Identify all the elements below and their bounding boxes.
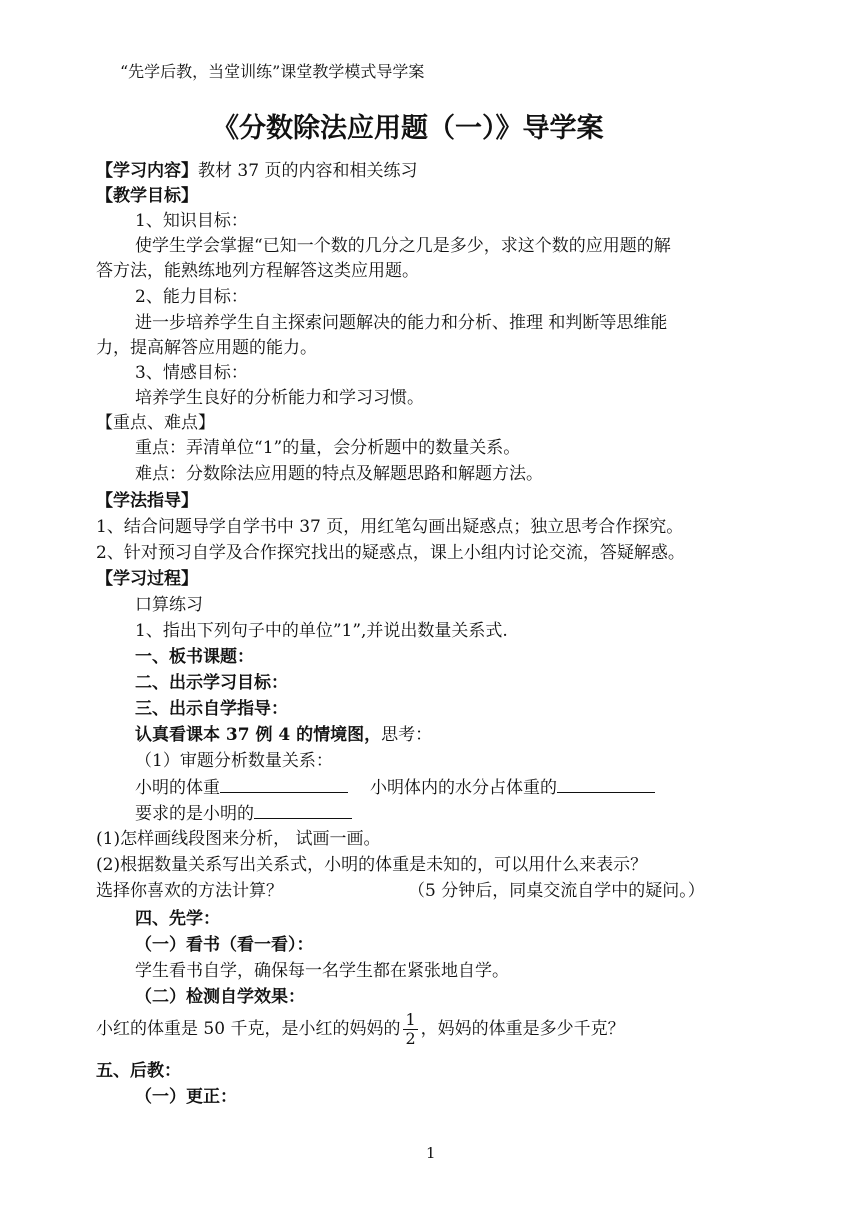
question-formula: (2)根据数量关系写出关系式，小明的体重是未知的，可以用什么来表示？ — [96, 855, 648, 875]
goals-label: 【教学目标】 — [96, 186, 198, 206]
step-3-heading: 三、出示自学指导： — [135, 699, 288, 719]
method-item-1: 1、结合问题导学自学书中 37 页，用红笔勾画出疑惑点；独立思考合作探究。 — [96, 517, 684, 537]
content-text: 教材 37 页的内容和相关练习 — [198, 161, 418, 181]
page-number: 1 — [426, 1144, 436, 1162]
process-label: 【学习过程】 — [96, 569, 198, 589]
oral-practice: 口算练习 — [135, 595, 203, 615]
page-title: 《分数除法应用题（一）》导学案 — [212, 113, 604, 144]
step-4-heading: 四、先学： — [135, 909, 220, 929]
read-book-heading: （一）看书（看一看）： — [135, 935, 314, 955]
oral-question-1: 1、指出下列句子中的单位”1”,并说出数量关系式. — [135, 621, 508, 641]
weight-label: 小明的体重 — [135, 778, 220, 798]
step-5-heading: 五、后教： — [96, 1061, 181, 1081]
ability-goal-line2: 力，提高解答应用题的能力。 — [96, 338, 317, 358]
fraction-denominator: 2 — [405, 1029, 416, 1048]
content-row — [96, 160, 417, 182]
practice-problem — [96, 1010, 625, 1048]
ask-row — [135, 802, 352, 825]
question-method: 选择你喜欢的方法计算？ — [96, 881, 283, 901]
read-instruction-bold: 认真看课本 37 例 4 的情境图， — [135, 725, 382, 745]
knowledge-goal-line1: 使学生学会掌握“已知一个数的几分之几是多少，求这个数的应用题的解 — [135, 236, 671, 256]
ability-goal-line1: 进一步培养学生自主探索问题解决的能力和分析、推理 和判断等思维能 — [135, 313, 668, 333]
question-note: （5 分钟后，同桌交流自学中的疑问。） — [408, 881, 705, 901]
read-book-text: 学生看书自学，确保每一名学生都在紧张地自学。 — [135, 961, 509, 981]
question-line-diagram: (1)怎样画线段图来分析， 试画一画。 — [96, 829, 381, 849]
step-2-heading: 二、出示学习目标： — [135, 673, 288, 693]
ability-goal-title: 2、能力目标： — [135, 287, 248, 307]
emotion-goal-title: 3、情感目标： — [135, 363, 248, 383]
difficulty-text: 难点：分数除法应用题的特点及解题思路和解题方法。 — [135, 464, 543, 484]
read-instruction — [135, 724, 432, 746]
water-blank[interactable] — [557, 776, 655, 793]
content-label: 【学习内容】 — [96, 161, 198, 181]
header-note: “先学后教，当堂训练”课堂教学模式导学案 — [120, 62, 425, 81]
method-item-2: 2、针对预习自学及合作探究找出的疑惑点，课上小组内讨论交流，答疑解惑。 — [96, 543, 685, 563]
key-points-label: 【重点、难点】 — [96, 413, 215, 433]
fraction-one-half — [403, 1011, 417, 1048]
problem-text-before: 小红的体重是 50 千克，是小红的妈妈的 — [96, 1019, 401, 1039]
weight-row — [135, 776, 655, 799]
step-1-heading: 一、板书课题： — [135, 647, 254, 667]
correct-heading: （一）更正： — [135, 1087, 237, 1107]
check-heading: （二）检测自学效果： — [135, 987, 305, 1007]
knowledge-goal-line2: 答方法，能熟练地列方程解答这类应用题。 — [96, 261, 419, 281]
ask-label: 要求的是小明的 — [135, 804, 254, 824]
ask-blank[interactable] — [254, 802, 352, 819]
read-instruction-rest: 思考： — [381, 725, 433, 745]
weight-blank[interactable] — [220, 776, 348, 793]
emotion-goal-line1: 培养学生良好的分析能力和学习习惯。 — [135, 388, 424, 408]
analyze-heading: （1）审题分析数量关系： — [135, 751, 333, 771]
fraction-numerator: 1 — [405, 1010, 416, 1029]
method-label: 【学法指导】 — [96, 491, 198, 511]
knowledge-goal-title: 1、知识目标： — [135, 211, 248, 231]
water-label: 小明体内的水分占体重的 — [370, 778, 557, 798]
key-point-text: 重点：弄清单位“1”的量，会分析题中的数量关系。 — [135, 438, 521, 458]
problem-text-after: ，妈妈的体重是多少千克？ — [420, 1019, 625, 1039]
